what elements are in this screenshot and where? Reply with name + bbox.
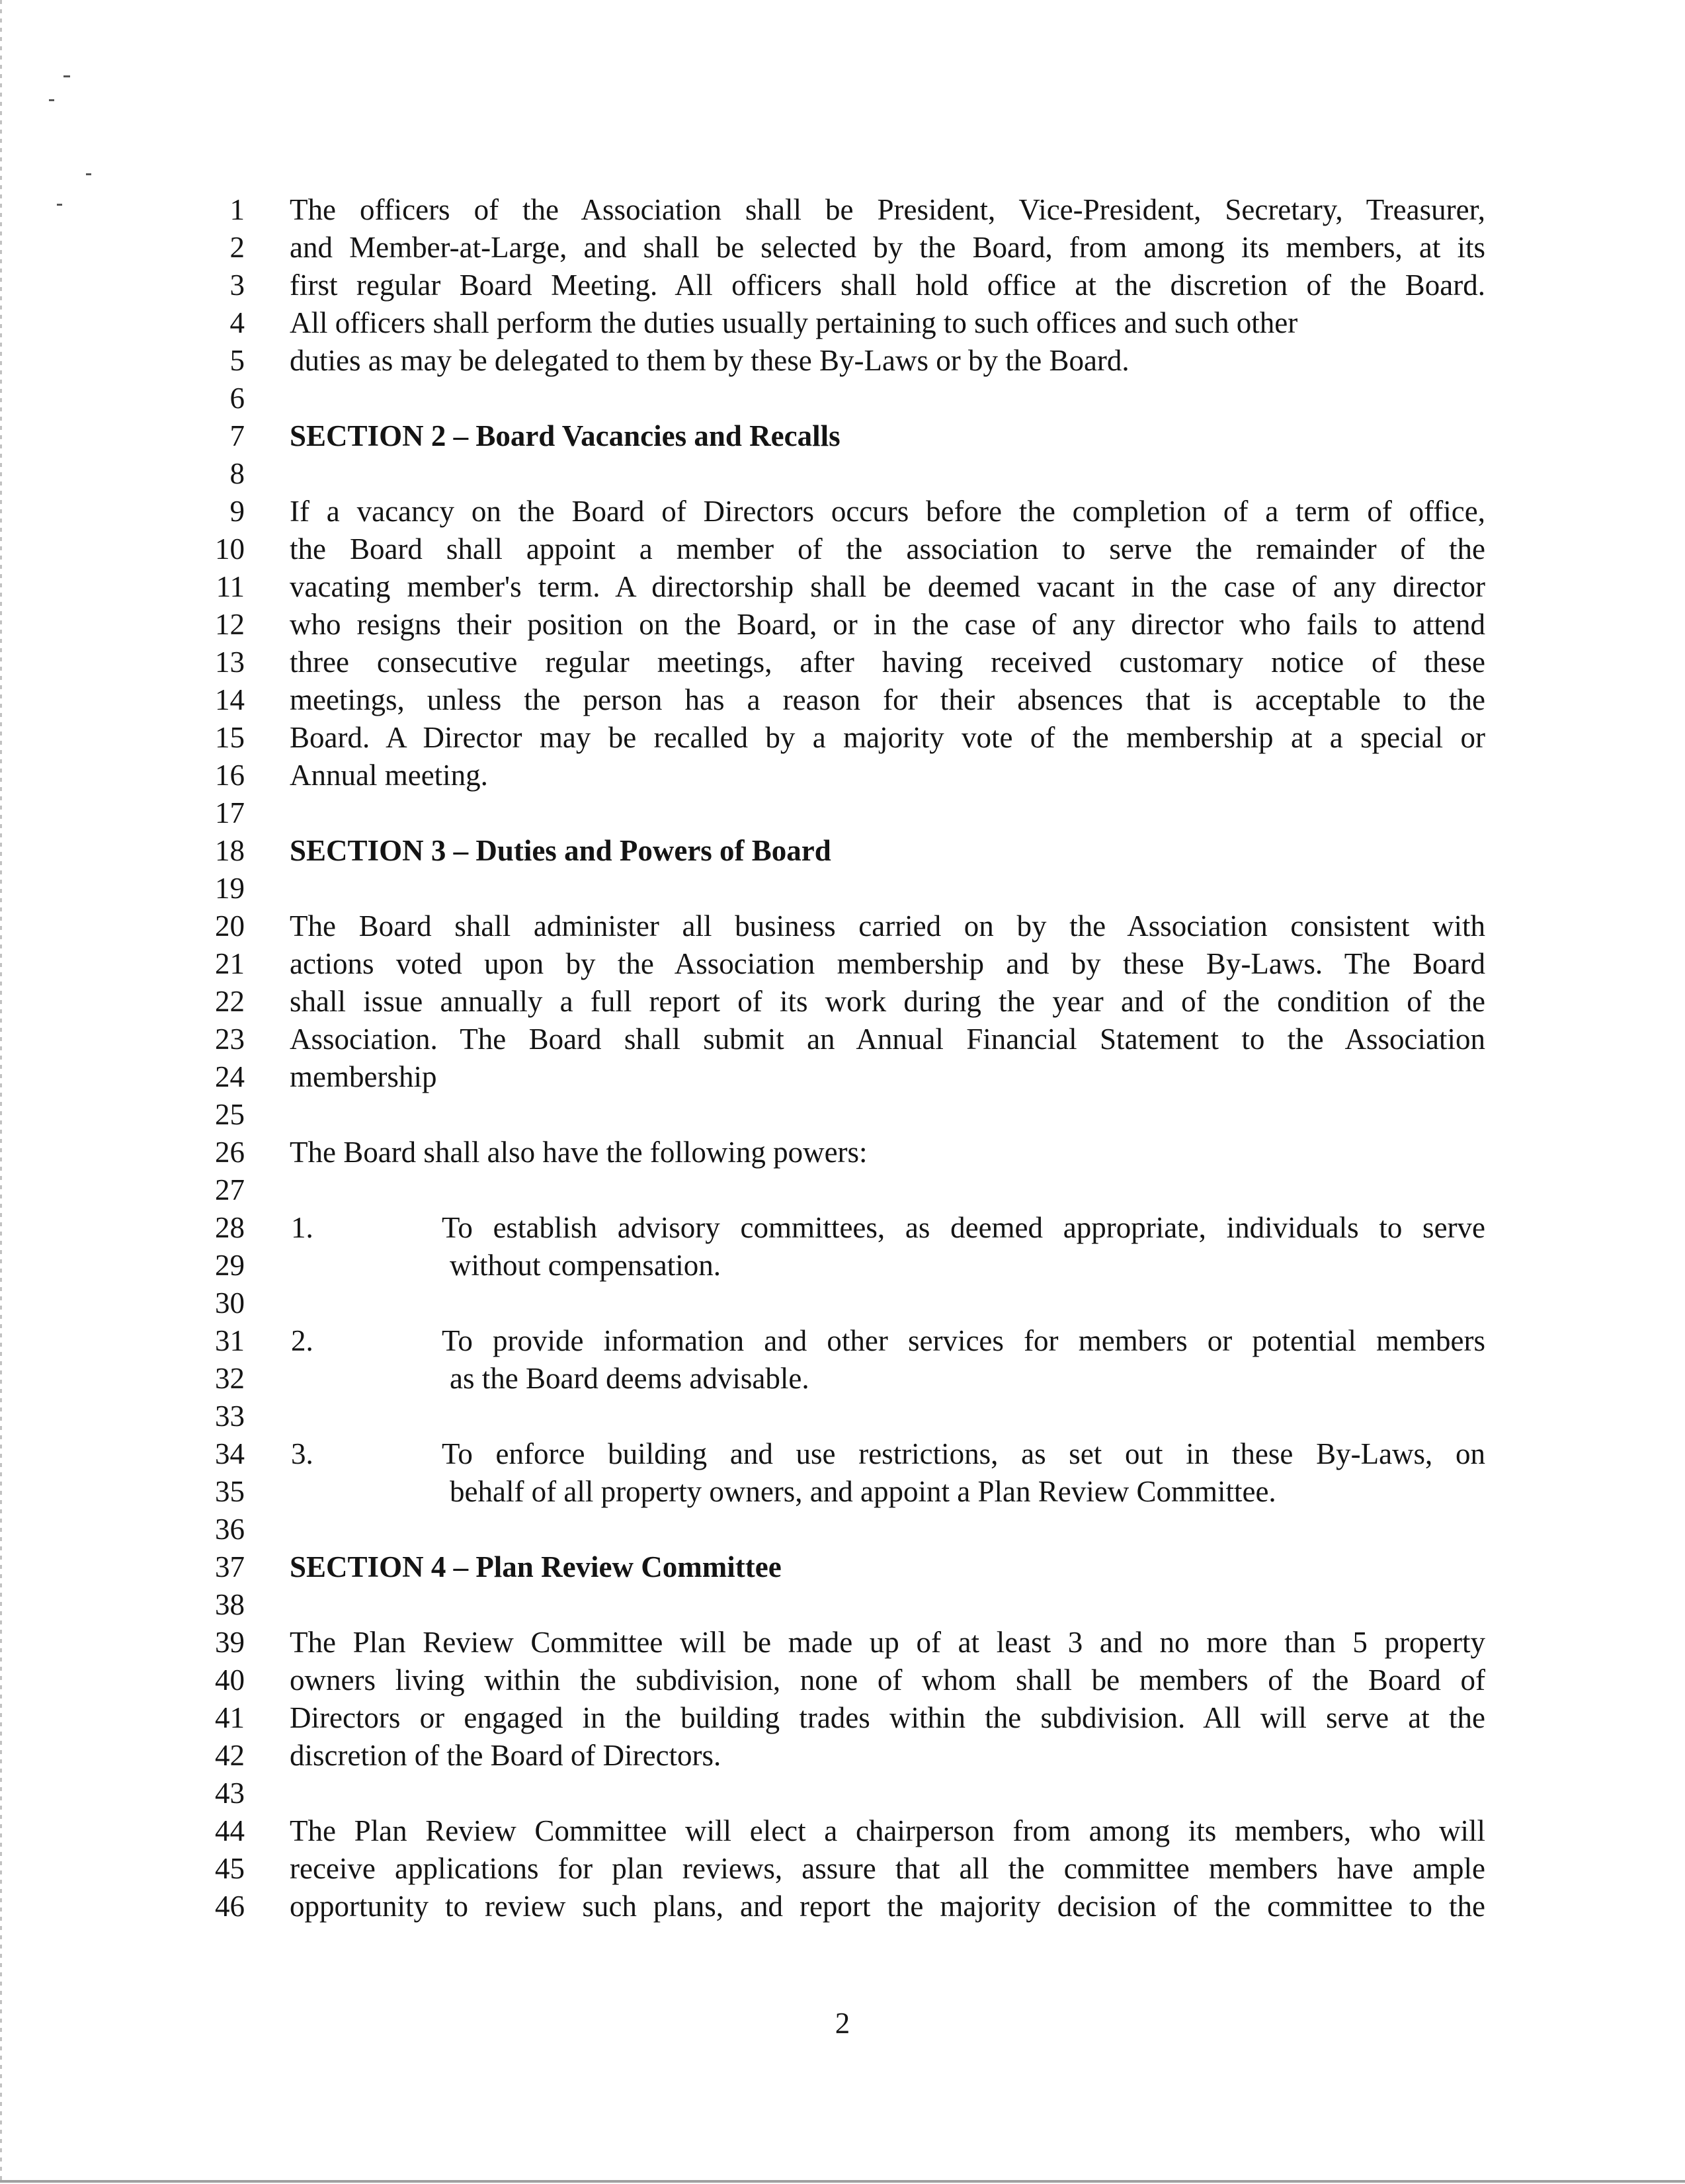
document-line	[0, 1472, 1685, 1511]
line-text: The officers of the Association shall be President, Vice-President, Secretary, Treasurer,	[290, 193, 1485, 226]
scan-speck	[86, 173, 91, 175]
list-item-text: as the Board deems advisable.	[450, 1362, 809, 1395]
section-3-heading: SECTION 3 – Duties and Powers of Board	[290, 834, 831, 867]
document-line	[0, 794, 1685, 832]
line-number: 36	[215, 1513, 245, 1546]
document-line	[0, 605, 1685, 644]
line-text: The Plan Review Committee will elect a chairperson from among its members, who will	[290, 1814, 1485, 1847]
document-line	[0, 1133, 1685, 1171]
line-number: 42	[215, 1739, 245, 1772]
line-text: If a vacancy on the Board of Directors occurs before the completion of a term of office,	[290, 495, 1485, 528]
scan-speck	[63, 75, 70, 77]
line-number: 8	[229, 457, 245, 490]
document-line	[0, 492, 1685, 530]
page-number: 2	[835, 2007, 850, 2040]
line-number: 9	[229, 495, 245, 528]
line-text: owners living within the subdivision, none of whom shall be members of the Board of	[290, 1663, 1485, 1697]
document-line	[0, 1623, 1685, 1661]
list-item-text: without compensation.	[450, 1249, 721, 1282]
line-number: 29	[215, 1249, 245, 1282]
line-text: who resigns their position on the Board, or in the case of any director who fails to attend	[290, 608, 1485, 641]
document-line	[0, 982, 1685, 1021]
document-line	[0, 1397, 1685, 1435]
section-2-heading: SECTION 2 – Board Vacancies and Recalls	[290, 419, 841, 452]
document-line	[0, 1736, 1685, 1775]
line-text: first regular Board Meeting. All officers shall hold office at the discretion of the Board.	[290, 269, 1485, 302]
line-number: 12	[215, 608, 245, 641]
line-text: meetings, unless the person has a reason for their absences that is acceptable to the	[290, 683, 1485, 716]
document-line	[0, 417, 1685, 455]
document-line	[0, 1887, 1685, 1925]
line-number: 37	[215, 1550, 245, 1583]
line-number: 5	[229, 344, 245, 377]
line-text: three consecutive regular meetings, after having received customary notice of these	[290, 646, 1485, 679]
line-number: 13	[215, 646, 245, 679]
line-text: opportunity to review such plans, and report the majority decision of the committee to the	[290, 1890, 1485, 1923]
line-number: 1	[229, 193, 245, 226]
line-text: The Board shall also have the following powers:	[290, 1136, 868, 1169]
line-text: Directors or engaged in the building trades within the subdivision. All will serve at the	[290, 1701, 1485, 1734]
line-number: 2	[229, 231, 245, 264]
document-line	[0, 304, 1685, 342]
document-line	[0, 869, 1685, 907]
line-number: 15	[215, 721, 245, 754]
line-number: 17	[215, 796, 245, 829]
document-line	[0, 1510, 1685, 1548]
document-line	[0, 1699, 1685, 1737]
line-number: 7	[229, 419, 245, 452]
document-line	[0, 190, 1685, 229]
document-line	[0, 643, 1685, 681]
line-number: 35	[215, 1475, 245, 1508]
document-line	[0, 1359, 1685, 1398]
document-line	[0, 718, 1685, 757]
line-number: 43	[215, 1777, 245, 1810]
document-line	[0, 1020, 1685, 1058]
line-number: 10	[215, 532, 245, 566]
document-line	[0, 1812, 1685, 1850]
document-line	[0, 1585, 1685, 1624]
line-number: 38	[215, 1588, 245, 1621]
line-text: membership	[290, 1060, 437, 1093]
line-number: 33	[215, 1400, 245, 1433]
line-number: 14	[215, 683, 245, 716]
list-item-number: 1.	[291, 1211, 313, 1244]
line-number: 39	[215, 1626, 245, 1659]
line-text: the Board shall appoint a member of the association to serve the remainder of the	[290, 532, 1485, 566]
document-line	[0, 1661, 1685, 1699]
document-line	[0, 567, 1685, 606]
line-number: 6	[229, 382, 245, 415]
line-text: Association. The Board shall submit an Annual Financial Statement to the Association	[290, 1023, 1485, 1056]
line-number: 27	[215, 1173, 245, 1206]
line-number: 18	[215, 834, 245, 867]
list-item-text: To provide information and other services for members or potential members	[442, 1324, 1485, 1357]
document-line	[0, 1171, 1685, 1209]
scan-speck	[49, 99, 54, 101]
line-number: 45	[215, 1852, 245, 1885]
section-4-heading: SECTION 4 – Plan Review Committee	[290, 1550, 782, 1583]
document-line	[0, 266, 1685, 304]
list-item-text: To enforce building and use restrictions, as set out in these By-Laws, on	[442, 1437, 1485, 1470]
scan-edge-bottom	[0, 2180, 1685, 2183]
power-item-1	[0, 1208, 1685, 1247]
list-item-number: 3.	[291, 1437, 313, 1470]
line-number: 26	[215, 1136, 245, 1169]
line-number: 3	[229, 269, 245, 302]
document-line	[0, 1548, 1685, 1586]
document-line	[0, 1849, 1685, 1888]
document-line	[0, 1058, 1685, 1096]
line-number: 34	[215, 1437, 245, 1470]
document-line	[0, 454, 1685, 493]
line-number: 19	[215, 872, 245, 905]
line-number: 44	[215, 1814, 245, 1847]
line-number: 40	[215, 1663, 245, 1697]
document-line	[0, 1095, 1685, 1134]
document-line	[0, 341, 1685, 380]
line-number: 11	[216, 570, 245, 603]
line-text: receive applications for plan reviews, assure that all the committee members have ample	[290, 1852, 1485, 1885]
document-line	[0, 379, 1685, 417]
power-item-3	[0, 1435, 1685, 1473]
document-line	[0, 1284, 1685, 1322]
document-line	[0, 681, 1685, 719]
line-text: All officers shall perform the duties usually pertaining to such offices and such other	[290, 306, 1298, 339]
line-number: 32	[215, 1362, 245, 1395]
line-text: duties as may be delegated to them by these By-Laws or by the Board.	[290, 344, 1130, 377]
line-text: shall issue annually a full report of its work during the year and of the condition of the	[290, 985, 1485, 1018]
list-item-number: 2.	[291, 1324, 313, 1357]
document-line	[0, 1774, 1685, 1812]
document-line	[0, 831, 1685, 870]
line-number: 25	[215, 1098, 245, 1131]
line-text: The Plan Review Committee will be made up of at least 3 and no more than 5 property	[290, 1626, 1485, 1659]
document-line	[0, 228, 1685, 267]
line-number: 30	[215, 1286, 245, 1320]
line-number: 21	[215, 947, 245, 980]
list-item-text: To establish advisory committees, as deemed appropriate, individuals to serve	[442, 1211, 1485, 1244]
list-item-text: behalf of all property owners, and appoint a Plan Review Committee.	[450, 1475, 1276, 1508]
line-text: discretion of the Board of Directors.	[290, 1739, 721, 1772]
line-number: 24	[215, 1060, 245, 1093]
document-line	[0, 907, 1685, 945]
line-text: vacating member's term. A directorship shall be deemed vacant in the case of any director	[290, 570, 1485, 603]
line-text: Board. A Director may be recalled by a majority vote of the membership at a special or	[290, 721, 1485, 754]
line-number: 41	[215, 1701, 245, 1734]
line-number: 28	[215, 1211, 245, 1244]
line-number: 46	[215, 1890, 245, 1923]
document-line	[0, 530, 1685, 568]
line-text: The Board shall administer all business carried on by the Association consistent with	[290, 909, 1485, 943]
line-number: 23	[215, 1023, 245, 1056]
line-number: 22	[215, 985, 245, 1018]
power-item-2	[0, 1322, 1685, 1360]
line-number: 31	[215, 1324, 245, 1357]
line-text: actions voted upon by the Association membership and by these By-Laws. The Board	[290, 947, 1485, 980]
line-text: and Member-at-Large, and shall be selected by the Board, from among its members, at its	[290, 231, 1485, 264]
document-line	[0, 1246, 1685, 1284]
line-number: 16	[215, 759, 245, 792]
line-text: Annual meeting.	[290, 759, 488, 792]
line-number: 4	[229, 306, 245, 339]
line-number: 20	[215, 909, 245, 943]
document-line	[0, 945, 1685, 983]
document-line	[0, 756, 1685, 794]
